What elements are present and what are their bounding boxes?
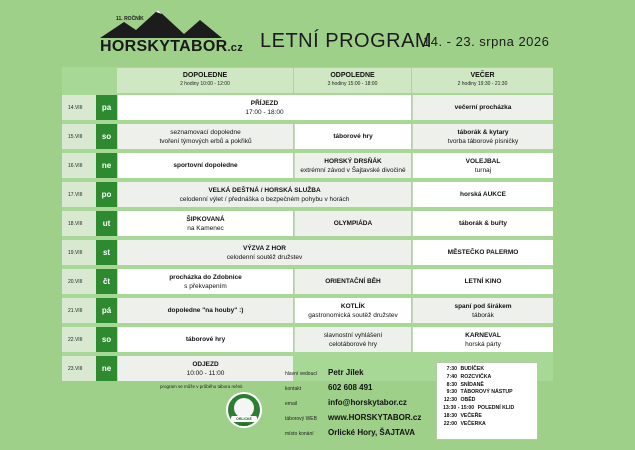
table-row xyxy=(62,124,553,149)
schedule-item xyxy=(443,397,531,405)
schedule-time: 7:30 xyxy=(446,366,457,372)
table-row xyxy=(62,182,553,207)
activity-detail: 17:00 - 18:00 xyxy=(245,108,284,116)
contact-value: 602 608 491 xyxy=(328,383,373,392)
table-row xyxy=(62,211,553,236)
column-header-evening: VEČER 2 hodiny 19:30 - 21:30 xyxy=(412,68,553,93)
logo-wordmark: HORSKYTABOR.cz xyxy=(100,38,244,55)
row-day: ut xyxy=(96,211,117,236)
schedule-time: 9:30 xyxy=(446,389,457,396)
contact-value: Orlické Hory, ŠAJTAVA xyxy=(328,428,415,437)
row-day: ne xyxy=(96,356,117,381)
activity-title: ŠIPKOVANÁ xyxy=(186,215,225,223)
activity-title: procházka do Zdobnice xyxy=(169,273,242,281)
program-cell xyxy=(412,95,553,120)
program-note: program se může v průběhu tábora měnit xyxy=(160,384,243,389)
schedule-item xyxy=(443,374,531,382)
activity-title: táborák & buřty xyxy=(458,220,508,227)
program-cell xyxy=(294,124,411,149)
activity-title: sportovní dopoledne xyxy=(173,162,238,169)
row-date: 14.VIII xyxy=(62,95,96,120)
program-cell xyxy=(412,182,553,207)
contact-row xyxy=(285,382,435,397)
activity-detail: tvorba táborové písničky xyxy=(447,137,519,145)
schedule-label: OBĚD xyxy=(459,397,476,404)
activity-title: ODJEZD xyxy=(192,360,219,368)
row-date: 23.VIII xyxy=(62,356,96,381)
table-row xyxy=(62,298,553,323)
contact-row xyxy=(285,427,435,442)
contact-row xyxy=(285,397,435,412)
program-cell xyxy=(294,327,411,352)
schedule-label: POLEDNÍ KLID xyxy=(476,404,515,411)
orlicke-hory-emblem: ORLICKÉ HORY xyxy=(226,392,262,428)
logo-edition: 11. ROČNÍK xyxy=(116,16,144,22)
row-date: 22.VIII xyxy=(62,327,96,352)
contact-label: místo konání xyxy=(285,431,314,437)
activity-title: MĚSTEČKO PALERMO xyxy=(447,249,519,256)
program-cell xyxy=(294,269,411,294)
table-row xyxy=(62,95,553,120)
program-cell xyxy=(117,298,293,323)
row-day: ne xyxy=(96,153,117,178)
activity-title: PŘÍJEZD xyxy=(250,99,279,107)
row-day: so xyxy=(96,124,117,149)
schedule-item xyxy=(443,366,531,374)
row-date: 16.VIII xyxy=(62,153,96,178)
activity-title: horská AUKCE xyxy=(460,191,506,198)
program-cell xyxy=(117,124,293,149)
table-row xyxy=(62,240,553,265)
program-cell xyxy=(294,211,411,236)
row-date: 18.VIII xyxy=(62,211,96,236)
activity-title: táborové hry xyxy=(333,133,373,140)
schedule-time: 13:30 - 15:00 xyxy=(443,404,475,411)
activity-detail: táborák xyxy=(472,311,494,319)
program-cell xyxy=(412,298,553,323)
activity-title: VÝZVA Z HOR xyxy=(243,244,286,252)
schedule-time: 22:00 xyxy=(443,420,457,427)
daily-schedule xyxy=(436,362,538,440)
activity-detail: 10:00 - 11:00 xyxy=(186,369,225,377)
schedule-label: VEČERKA xyxy=(459,420,486,427)
column-header-morning: DOPOLEDNE 2 hodiny 10:00 - 12:00 xyxy=(117,68,293,93)
program-cell xyxy=(412,327,553,352)
row-day: pa xyxy=(96,95,117,120)
activity-title: ORIENTAČNÍ BĚH xyxy=(325,278,381,285)
page-title: LETNÍ PROGRAM xyxy=(260,30,433,52)
program-cell xyxy=(294,298,411,323)
schedule-label: ROZCVIČKA xyxy=(459,373,492,380)
schedule-label: TÁBOROVÝ NÁSTUP xyxy=(459,389,513,396)
mountains-icon xyxy=(96,8,246,40)
leaf-icon xyxy=(234,398,254,418)
activity-title: večerní procházka xyxy=(454,104,512,111)
schedule-time: 18:30 xyxy=(443,412,457,419)
activity-detail: celodenní výlet / přednáška o bezpečném pohybu v horách xyxy=(179,195,350,203)
program-cell xyxy=(412,124,553,149)
row-date: 17.VIII xyxy=(62,182,96,207)
program-cell xyxy=(117,269,293,294)
program-cell xyxy=(117,95,411,120)
column-header-afternoon: ODPOLEDNE 3 hodiny 15:00 - 18:00 xyxy=(294,68,411,93)
schedule-item xyxy=(443,389,531,397)
contact-label: hlavní vedoucí xyxy=(285,371,318,377)
table-row xyxy=(62,153,553,178)
row-day: st xyxy=(96,240,117,265)
contact-label: kontakt xyxy=(285,386,302,392)
activity-title: VOLEJBAL xyxy=(465,157,501,165)
row-day: so xyxy=(96,327,117,352)
activity-detail: tvoření týmových erbů a pokřiků xyxy=(159,137,252,145)
activity-title: dopoledne "na houby" :) xyxy=(167,307,244,314)
program-cell xyxy=(412,240,553,265)
row-day: čt xyxy=(96,269,117,294)
row-day: pá xyxy=(96,298,117,323)
activity-title: VELKÁ DEŠTNÁ / HORSKÁ SLUŽBA xyxy=(208,186,321,194)
row-date: 15.VIII xyxy=(62,124,96,149)
activity-title: spaní pod širákem xyxy=(454,302,512,310)
row-date: 20.VIII xyxy=(62,269,96,294)
contact-row xyxy=(285,367,435,382)
program-cell xyxy=(117,356,293,381)
program-dates: 14. - 23. srpna 2026 xyxy=(423,34,550,49)
schedule-item xyxy=(443,405,531,413)
program-table xyxy=(62,67,553,381)
contact-value: www.HORSKYTABOR.cz xyxy=(328,413,422,422)
schedule-label: VEČEŘE xyxy=(459,412,482,419)
contact-row xyxy=(285,412,435,427)
activity-detail: horská párty xyxy=(465,340,501,348)
schedule-item xyxy=(443,413,531,421)
activity-title: táborové hry xyxy=(185,336,226,343)
activity-title: KARNEVAL xyxy=(465,331,501,339)
program-cell xyxy=(294,153,411,178)
contact-info xyxy=(285,367,435,442)
activity-title: KOTLÍK xyxy=(340,302,366,310)
activity-title: táborák & kytary xyxy=(457,128,509,136)
row-date: 21.VIII xyxy=(62,298,96,323)
activity-title: OLYMPIÁDA xyxy=(333,220,373,227)
contact-label: táborový WEB xyxy=(285,416,317,422)
program-cell xyxy=(117,153,293,178)
activity-detail: seznamovací dopoledne xyxy=(170,128,241,136)
activity-detail: s překvapením xyxy=(184,282,227,290)
activity-detail: extrémní závod v Šajtavské divočině xyxy=(300,166,406,174)
program-cell xyxy=(412,153,553,178)
contact-value: info@horskytabor.cz xyxy=(328,398,407,407)
activity-detail: slavnostní vyhlášení xyxy=(323,331,383,339)
activity-detail: na Kamenec xyxy=(187,224,224,232)
schedule-time: 7:40 xyxy=(446,373,457,380)
schedule-label: SNÍDANĚ xyxy=(459,381,484,388)
contact-label: email xyxy=(285,401,297,407)
activity-detail: turnaj xyxy=(474,166,492,174)
table-row xyxy=(62,327,553,352)
program-cell xyxy=(117,182,411,207)
activity-detail: celodenní soutěž družstev xyxy=(226,253,303,261)
table-row xyxy=(62,269,553,294)
schedule-label: BUDÍČEK xyxy=(459,366,485,372)
program-cell xyxy=(412,269,553,294)
row-day: po xyxy=(96,182,117,207)
activity-title: HORSKÝ DRSŇÁK xyxy=(324,157,382,165)
schedule-time: 12:30 xyxy=(443,397,457,404)
activity-title: LETNÍ KINO xyxy=(464,278,502,285)
contact-value: Petr Jílek xyxy=(328,368,364,377)
activity-detail: celotáborové hry xyxy=(328,340,378,348)
schedule-time: 8:30 xyxy=(446,381,457,388)
logo xyxy=(96,8,246,60)
program-cell xyxy=(412,211,553,236)
schedule-item xyxy=(443,421,531,429)
program-cell xyxy=(117,211,293,236)
row-date: 19.VIII xyxy=(62,240,96,265)
activity-detail: gastronomická soutěž družstev xyxy=(308,311,398,319)
program-cell xyxy=(117,240,411,265)
program-cell xyxy=(117,327,293,352)
